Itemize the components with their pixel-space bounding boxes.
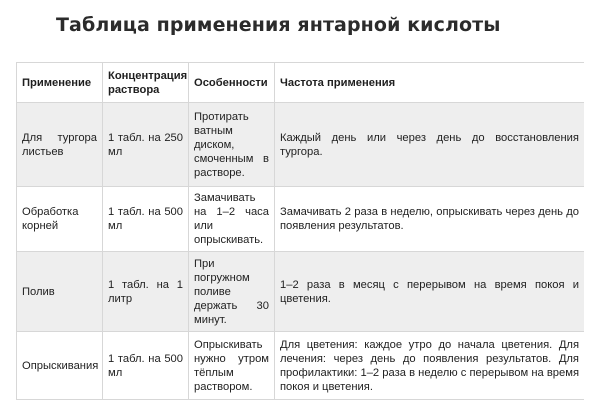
cell-use: Обработка корней xyxy=(17,187,103,252)
page-title: Таблица применения янтарной кислоты xyxy=(56,14,501,36)
cell-features: Опрыскивать нужно утром тёплым раствором. xyxy=(189,332,275,400)
table-container xyxy=(16,62,584,400)
table-header-row xyxy=(17,63,585,103)
table-row xyxy=(17,103,585,187)
table-row xyxy=(17,252,585,332)
column-header-features: Особенности xyxy=(189,63,275,103)
application-table xyxy=(16,62,584,400)
table-row xyxy=(17,187,585,252)
cell-features: Замачивать на 1–2 часа или опрыскивать. xyxy=(189,187,275,252)
column-header-use: Применение xyxy=(17,63,103,103)
cell-use: Для тургора листьев xyxy=(17,103,103,187)
cell-features: При погружном поливе держать 30 минут. xyxy=(189,252,275,332)
cell-use: Опрыскивания xyxy=(17,332,103,400)
cell-frequency: 1–2 раза в месяц с перерывом на время покоя и цветения. xyxy=(275,252,585,332)
cell-concentration: 1 табл. на 250 мл xyxy=(103,103,189,187)
cell-concentration: 1 табл. на 500 мл xyxy=(103,332,189,400)
cell-frequency: Каждый день или через день до восстановления тургора. xyxy=(275,103,585,187)
cell-concentration: 1 табл. на 500 мл xyxy=(103,187,189,252)
cell-concentration: 1 табл. на 1 литр xyxy=(103,252,189,332)
cell-frequency: Для цветения: каждое утро до начала цветения. Для лечения: через день до появления результатов. Для профилактики: 1–2 раза в неделю с перерывом на время покоя и цветения. xyxy=(275,332,585,400)
table-row xyxy=(17,332,585,400)
column-header-concentration: Концентрация раствора xyxy=(103,63,189,103)
cell-features: Протирать ватным диском, смоченным в растворе. xyxy=(189,103,275,187)
cell-use: Полив xyxy=(17,252,103,332)
column-header-frequency: Частота применения xyxy=(275,63,585,103)
cell-frequency: Замачивать 2 раза в неделю, опрыскивать через день до появления результатов. xyxy=(275,187,585,252)
